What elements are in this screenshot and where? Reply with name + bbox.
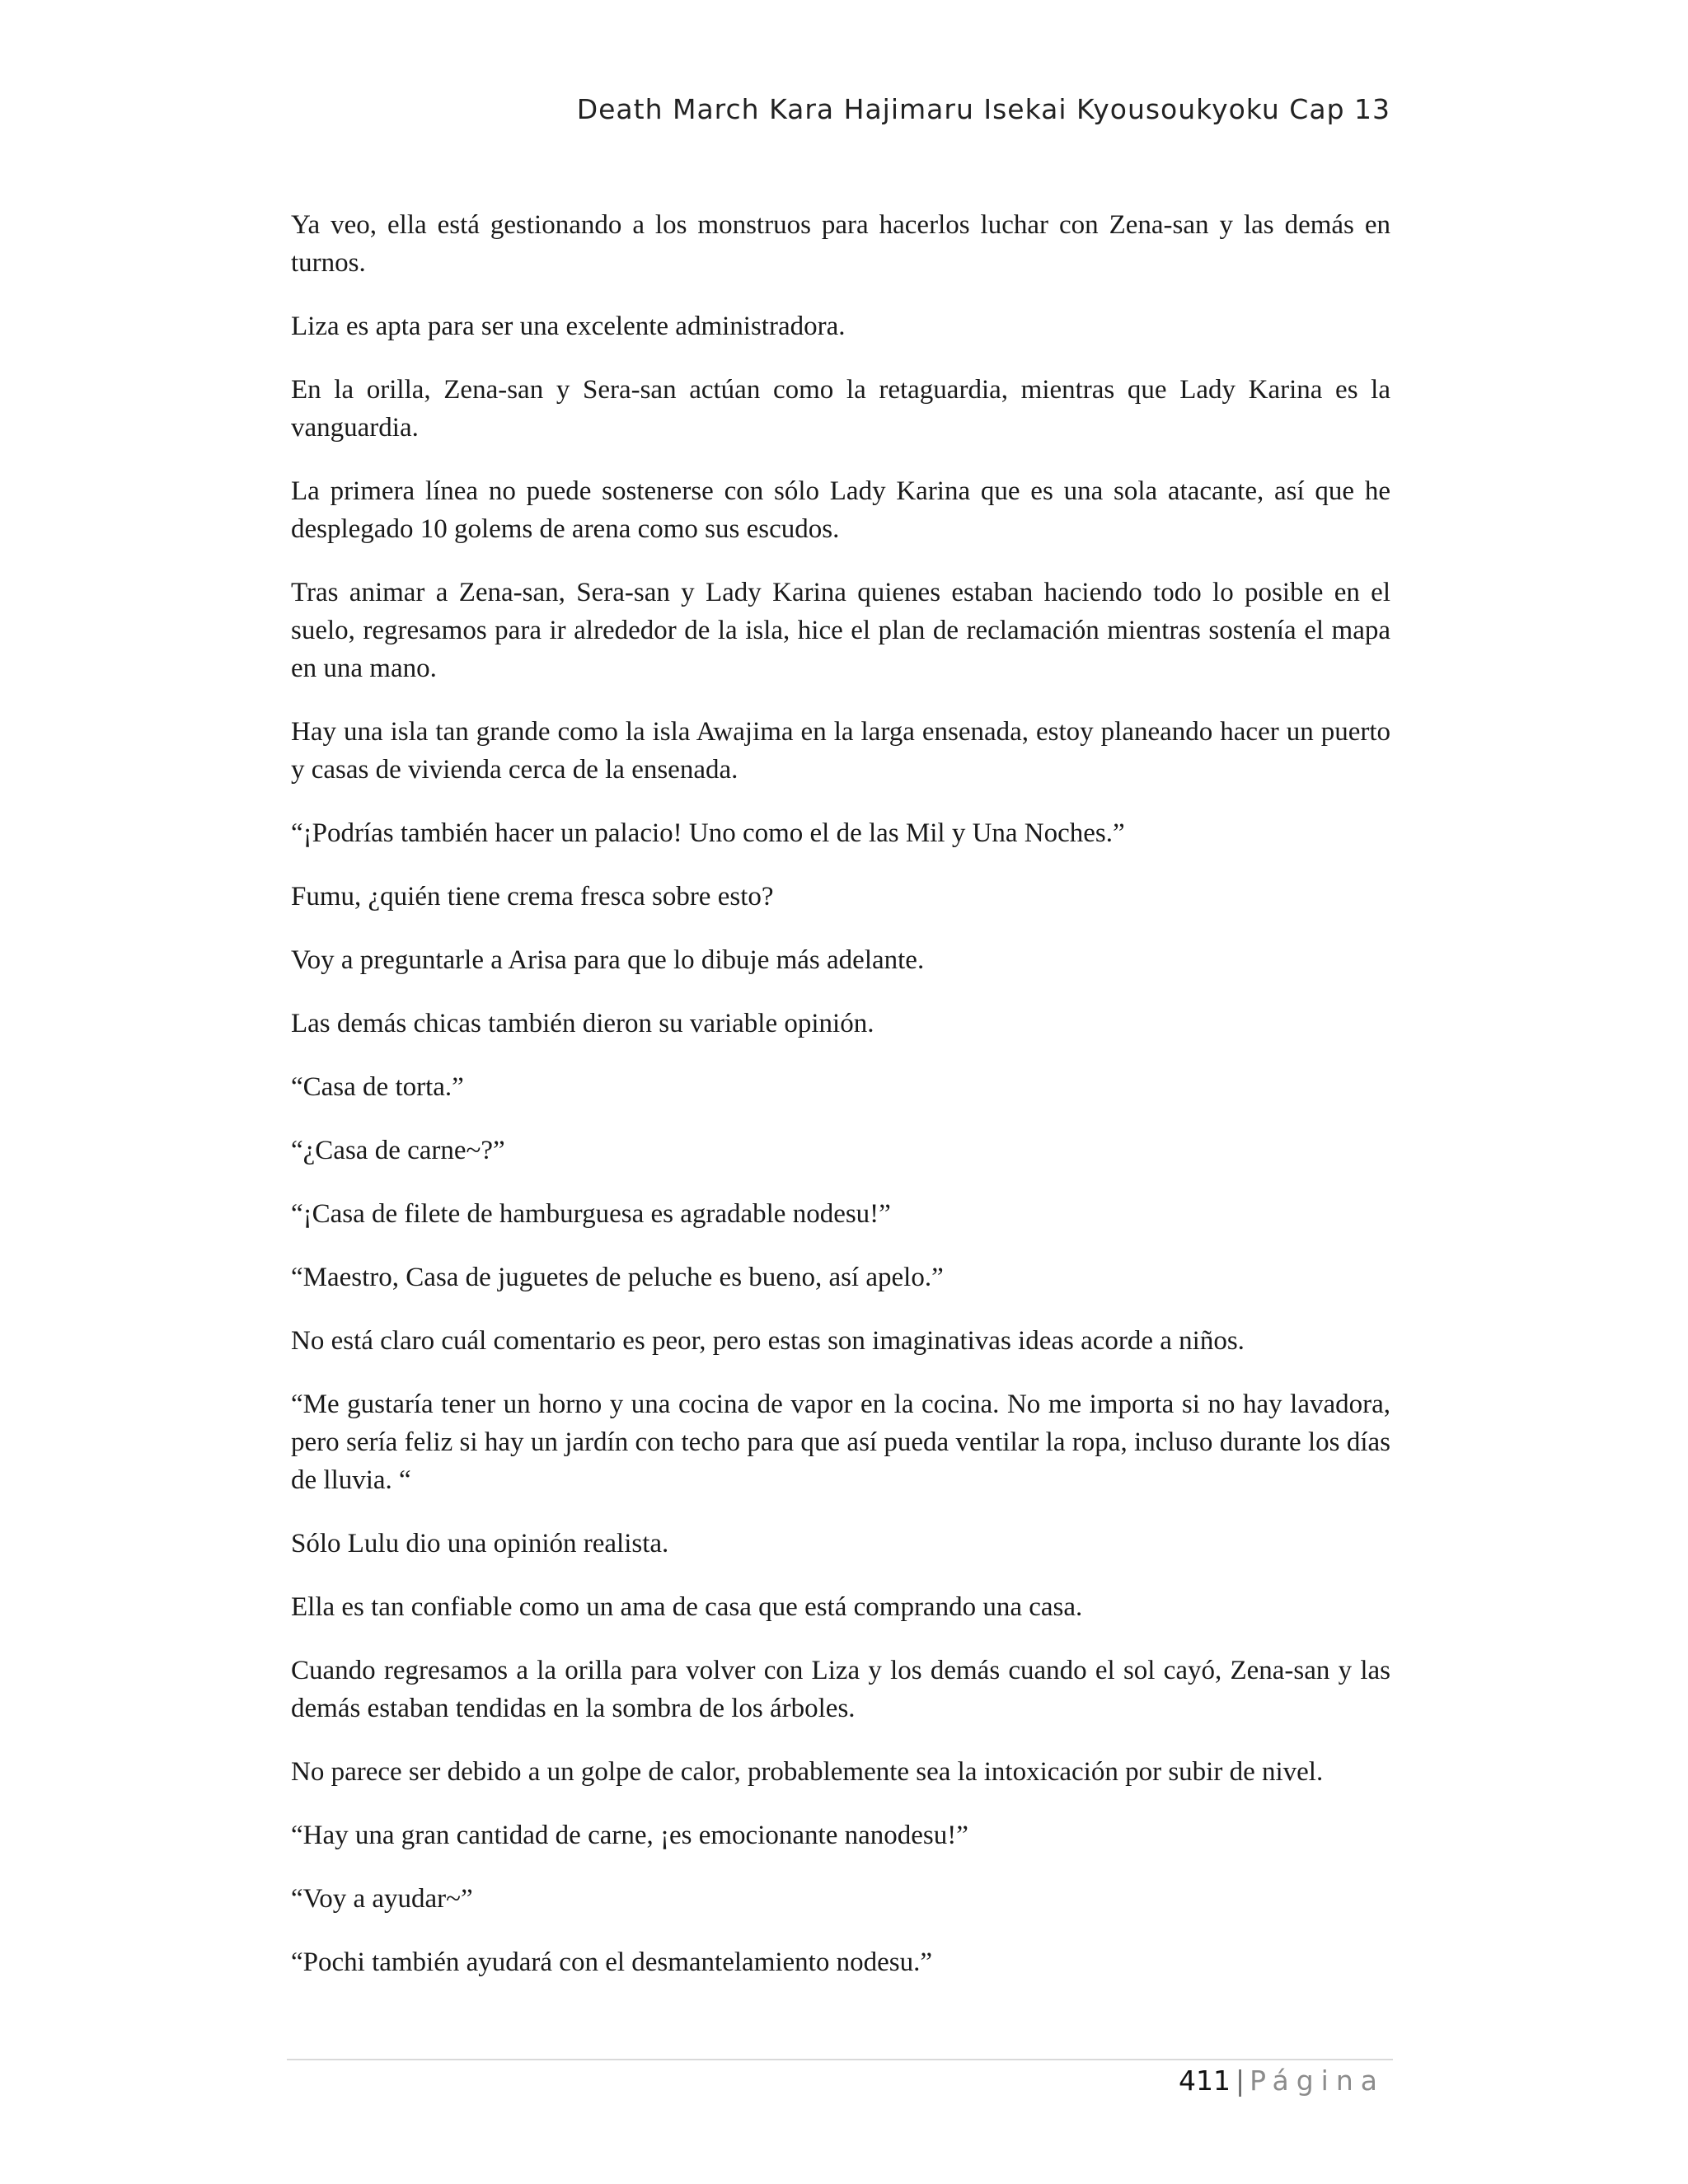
paragraph: La primera línea no puede sostenerse con sólo Lady Karina que es una sola atacante, así que he desplegado 10 golems de arena como sus escudos. <box>291 476 1390 544</box>
paragraph: “¡Podrías también hacer un palacio! Uno como el de las Mil y Una Noches.” <box>291 818 1125 848</box>
paragraph: Sólo Lulu dio una opinión realista. <box>291 1529 669 1558</box>
page-footer <box>0 2060 1385 2102</box>
page-label: Página <box>1250 2064 1385 2097</box>
paragraph: “¿Casa de carne~?” <box>291 1136 505 1165</box>
paragraph: Tras animar a Zena-san, Sera-san y Lady Karina quienes estaban haciendo todo lo posible en el suelo, regresamos para ir alrededor de la isla, hice el plan de reclamación mientras sostenía el mapa en una mano. <box>291 578 1390 683</box>
footer-separator: | <box>1235 2064 1245 2097</box>
paragraph: No parece ser debido a un golpe de calor, probablemente sea la intoxicación por subir de nivel. <box>291 1757 1324 1787</box>
paragraph: Liza es apta para ser una excelente administradora. <box>291 312 846 341</box>
paragraph: Ya veo, ella está gestionando a los monstruos para hacerlos luchar con Zena-san y las demás en turnos. <box>291 210 1390 278</box>
paragraph: No está claro cuál comentario es peor, pero estas son imaginativas ideas acorde a niños. <box>291 1326 1245 1356</box>
paragraph: Voy a preguntarle a Arisa para que lo dibuje más adelante. <box>291 945 925 975</box>
paragraph: Cuando regresamos a la orilla para volver con Liza y los demás cuando el sol cayó, Zena-san y las demás estaban tendidas en la sombra de los árboles. <box>291 1656 1390 1723</box>
page-number: 411 <box>1178 2064 1231 2097</box>
paragraph: Ella es tan confiable como un ama de casa que está comprando una casa. <box>291 1592 1083 1622</box>
paragraph: Hay una isla tan grande como la isla Awajima en la larga ensenada, estoy planeando hacer un puerto y casas de vivienda cerca de la ensenada. <box>291 717 1390 785</box>
paragraph: “Me gustaría tener un horno y una cocina de vapor en la cocina. No me importa si no hay lavadora, pero sería feliz si hay un jardín con techo para que así pueda ventilar la ropa, incluso durante los días de lluvia. “ <box>291 1390 1390 1495</box>
paragraph: “Hay una gran cantidad de carne, ¡es emocionante nanodesu!” <box>291 1821 968 1850</box>
paragraph: Las demás chicas también dieron su variable opinión. <box>291 1009 874 1038</box>
page-header-title: Death March Kara Hajimaru Isekai Kyousoukyoku Cap 13 <box>576 93 1390 125</box>
paragraph: “Voy a ayudar~” <box>291 1884 473 1914</box>
paragraph: En la orilla, Zena-san y Sera-san actúan como la retaguardia, mientras que Lady Karina es la vanguardia. <box>291 375 1390 443</box>
paragraph: “Pochi también ayudará con el desmantelamiento nodesu.” <box>291 1947 932 1977</box>
document-body <box>291 206 1390 2007</box>
paragraph: Fumu, ¿quién tiene crema fresca sobre esto? <box>291 882 774 912</box>
paragraph: “Maestro, Casa de juguetes de peluche es bueno, así apelo.” <box>291 1263 944 1292</box>
paragraph: “Casa de torta.” <box>291 1072 464 1102</box>
paragraph: “¡Casa de filete de hamburguesa es agradable nodesu!” <box>291 1199 891 1229</box>
